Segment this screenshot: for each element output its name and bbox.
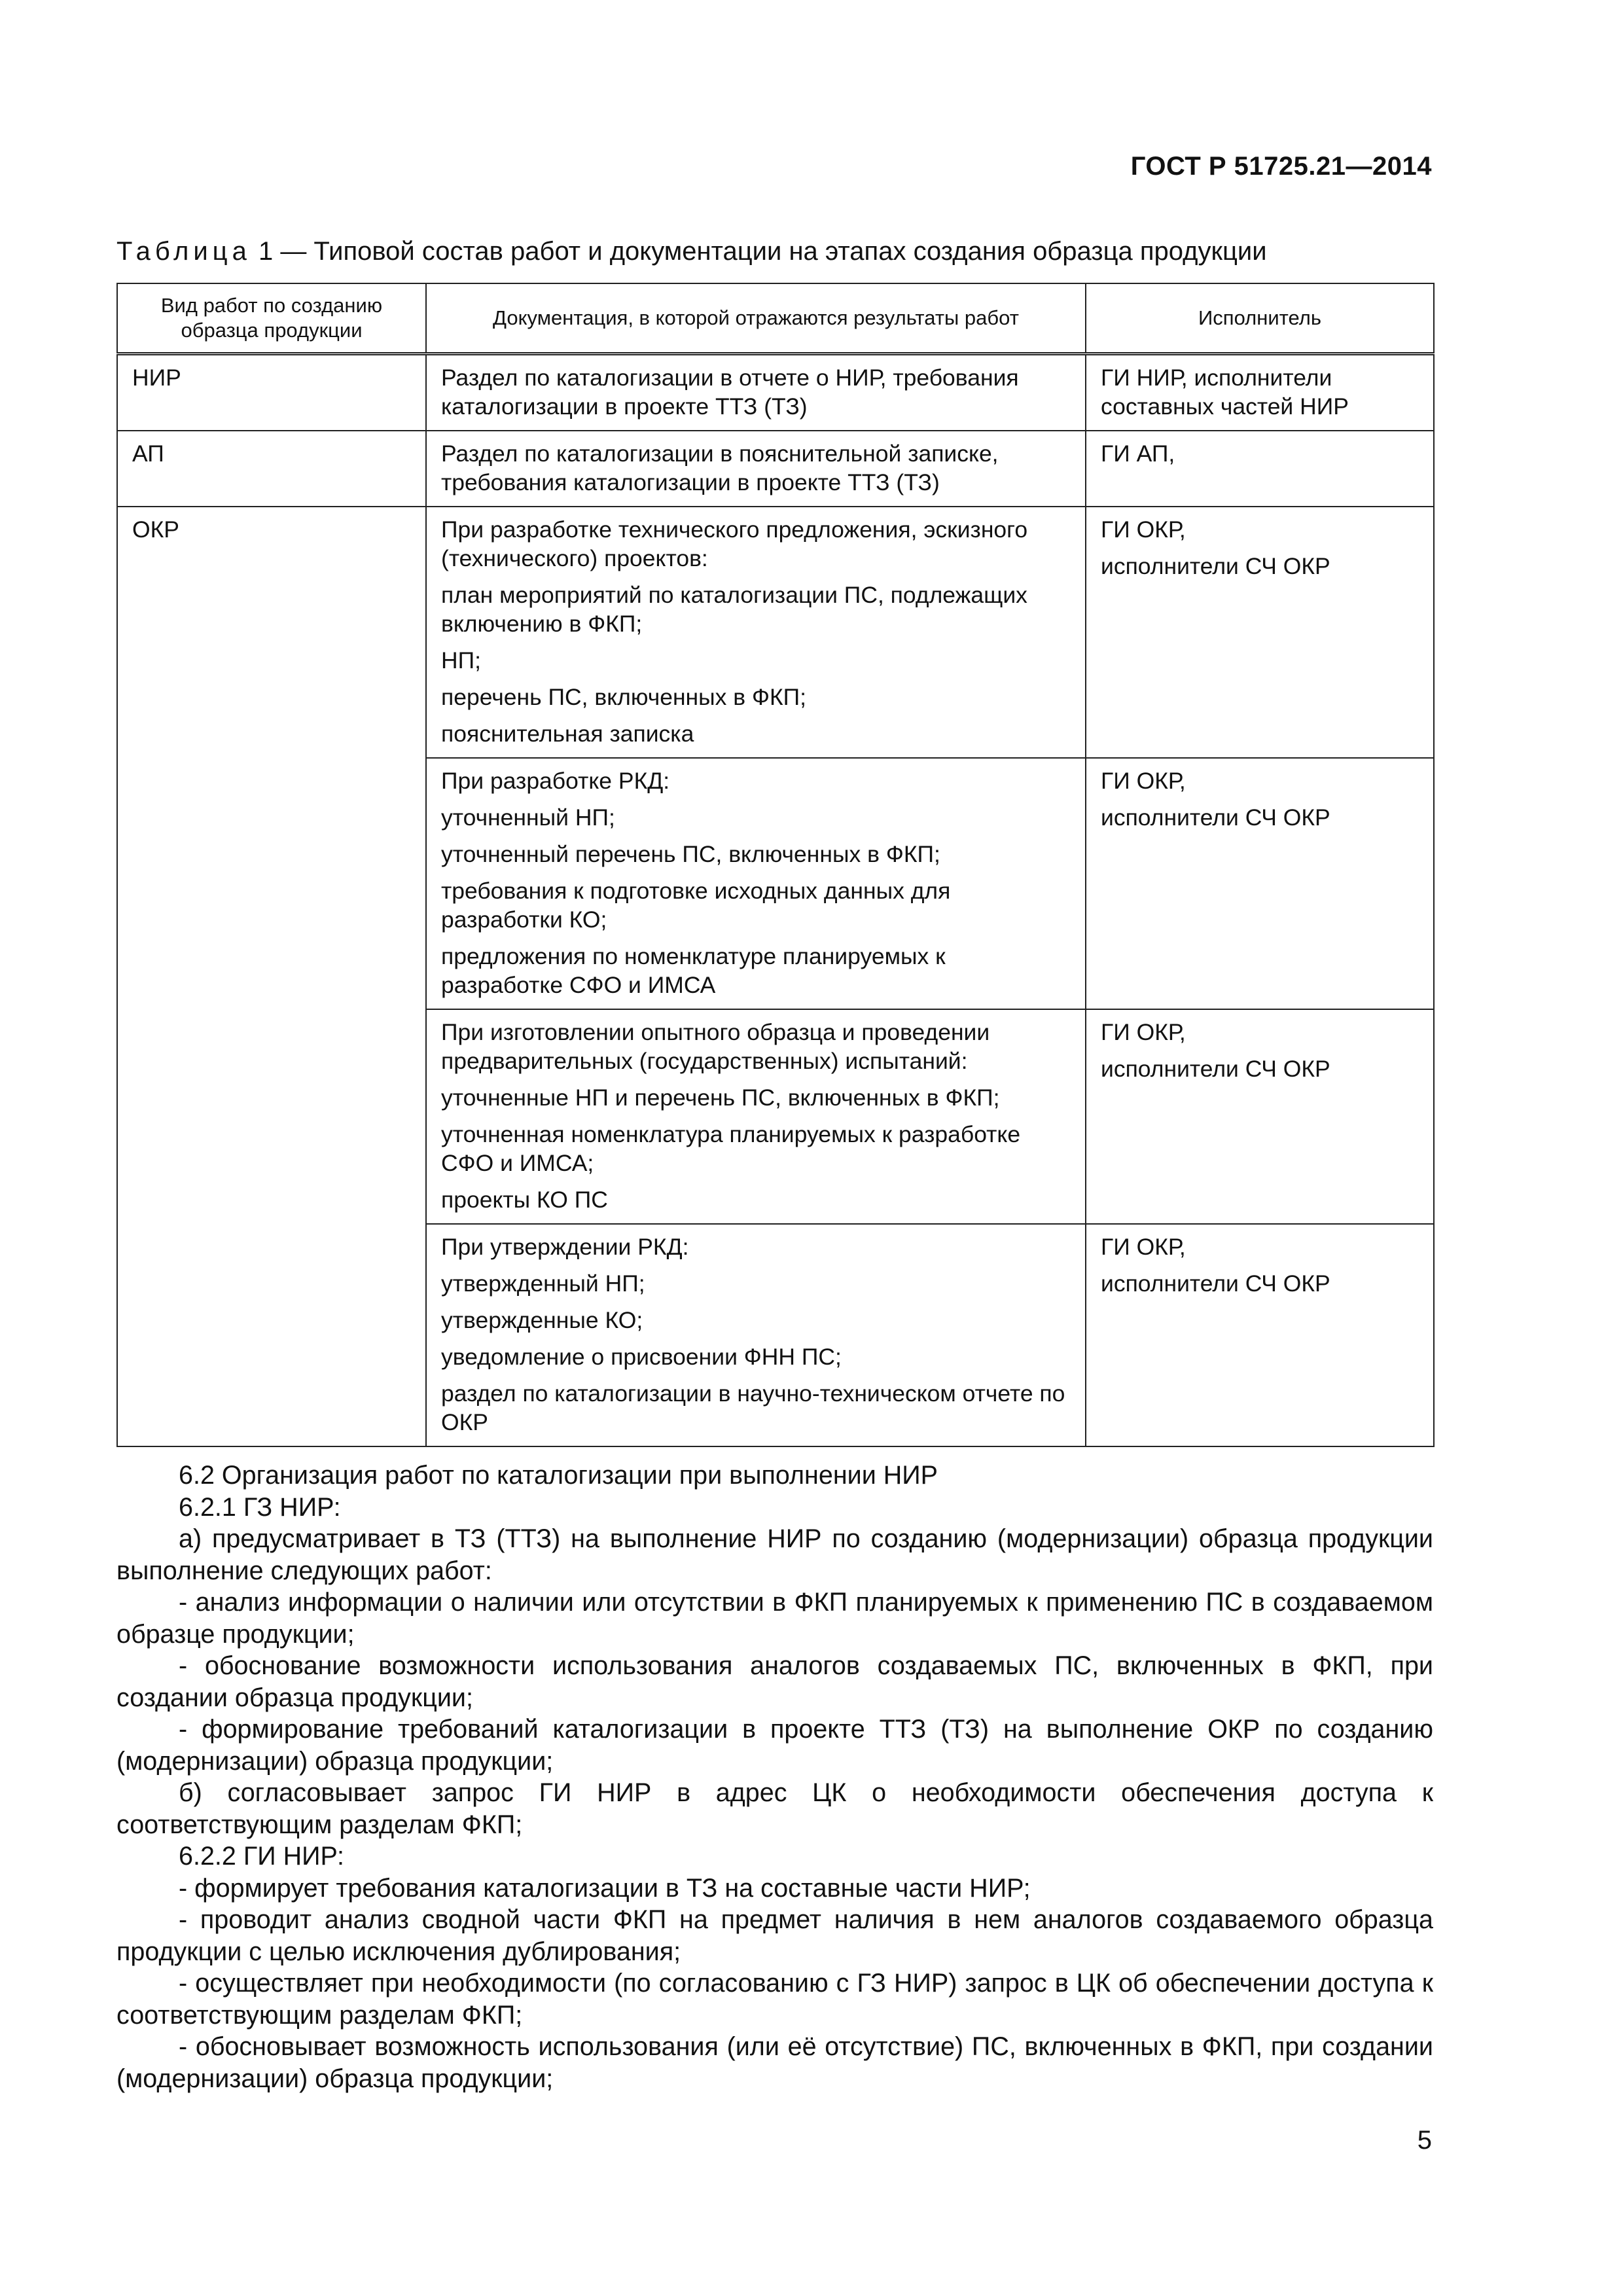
cell-executor (1086, 1009, 1434, 1224)
executor-line: исполнители СЧ ОКР (1101, 1056, 1330, 1082)
cell-documentation (426, 507, 1086, 758)
executor-line: исполнители СЧ ОКР (1101, 1270, 1330, 1297)
documentation-line: При разработке РКД: (441, 768, 670, 794)
list-item: - обосновывает возможность использования (или её отсутствие) ПС, включенных в ФКП, при создании (модернизации) образца продукции; (116, 2032, 1433, 2093)
column-header-work-type: Вид работ по созданию образца продукции (117, 283, 426, 354)
paragraph: 6.2.2 ГИ НИР: (179, 1842, 344, 1871)
cell-work-type: НИР (117, 354, 426, 431)
documentation-line: пояснительная записка (441, 721, 694, 747)
executor-line: ГИ ОКР, (1101, 1234, 1186, 1260)
list-item: - формирует требования каталогизации в ТЗ на составные части НИР; (179, 1873, 1031, 1903)
paragraph: б) согласовывает запрос ГИ НИР в адрес ЦК о необходимости обеспечения доступа к соответствующим разделам ФКП; (116, 1778, 1433, 1839)
executor-line: ГИ ОКР, (1101, 1019, 1186, 1045)
cell-documentation (426, 354, 1086, 431)
documentation-line: утвержденные КО; (441, 1307, 643, 1333)
documentation-line: уточненный НП; (441, 804, 615, 831)
cell-executor (1086, 431, 1434, 507)
documentation-line: При утверждении РКД: (441, 1234, 689, 1260)
table-caption-prefix: Таблица (116, 237, 251, 266)
list-item: - осуществляет при необходимости (по согласованию с ГЗ НИР) запрос в ЦК об обеспечении доступа к соответствующим разделам ФКП; (116, 1969, 1433, 2030)
list-item: - проводит анализ сводной части ФКП на предмет наличия в нем аналогов создаваемого образца продукции с целью исключения дублирования; (116, 1905, 1433, 1966)
documentation-line: НП; (441, 647, 482, 673)
cell-work-type: ОКР (117, 507, 426, 1446)
executor-line: ГИ АП, (1101, 440, 1175, 467)
list-item: - формирование требований каталогизации в проекте ТТЗ (ТЗ) на выполнение ОКР по созданию (модернизации) образца продукции; (116, 1715, 1433, 1776)
list-item: - обоснование возможности использования аналогов создаваемых ПС, включенных в ФКП, при создании образца продукции; (116, 1651, 1433, 1712)
executor-line: исполнители СЧ ОКР (1101, 804, 1330, 831)
paragraph: 6.2.1 ГЗ НИР: (179, 1492, 341, 1522)
page-number: 5 (1417, 2126, 1432, 2155)
cell-documentation (426, 758, 1086, 1009)
cell-executor (1086, 507, 1434, 758)
documentation-line: уточненная номенклатура планируемых к разработке СФО и ИМСА; (441, 1121, 1021, 1176)
documentation-line: При изготовлении опытного образца и проведении предварительных (государственных) испытаний: (441, 1019, 990, 1074)
table-row (117, 354, 1434, 431)
documentation-line: При разработке технического предложения, эскизного (технического) проектов: (441, 516, 1028, 571)
paragraph: 6.2 Организация работ по каталогизации при выполнении НИР (179, 1461, 938, 1490)
table-row (117, 431, 1434, 507)
documentation-line: план мероприятий по каталогизации ПС, подлежащих включению в ФКП; (441, 582, 1027, 637)
body-text (116, 1460, 1433, 2094)
documentation-line: уточненные НП и перечень ПС, включенных в ФКП; (441, 1085, 1000, 1111)
list-item: - анализ информации о наличии или отсутствии в ФКП планируемых к применению ПС в создаваемом образце продукции; (116, 1588, 1433, 1649)
standard-number: ГОСТ Р 51725.21—2014 (1130, 152, 1432, 181)
works-documentation-table (116, 283, 1435, 1447)
cell-executor (1086, 354, 1434, 431)
table-row (117, 507, 1434, 758)
executor-line: ГИ ОКР, (1101, 516, 1186, 543)
executor-line: исполнители СЧ ОКР (1101, 553, 1330, 579)
table-caption-text: 1 — Типовой состав работ и документации на этапах создания образца продукции (251, 237, 1267, 266)
documentation-line: проекты КО ПС (441, 1187, 608, 1213)
documentation-line: уточненный перечень ПС, включенных в ФКП; (441, 841, 940, 867)
documentation-line: Раздел по каталогизации в отчете о НИР, требования каталогизации в проекте ТТЗ (ТЗ) (441, 365, 1019, 420)
documentation-line: уведомление о присвоении ФНН ПС; (441, 1344, 842, 1370)
cell-work-type: АП (117, 431, 426, 507)
column-header-documentation: Документация, в которой отражаются результаты работ (426, 283, 1086, 354)
cell-executor (1086, 758, 1434, 1009)
documentation-line: перечень ПС, включенных в ФКП; (441, 684, 807, 710)
executor-line: ГИ ОКР, (1101, 768, 1186, 794)
documentation-line: раздел по каталогизации в научно-техническом отчете по ОКР (441, 1380, 1065, 1435)
cell-documentation (426, 1009, 1086, 1224)
executor-line: ГИ НИР, исполнители составных частей НИР (1101, 365, 1349, 420)
table-header-row (117, 283, 1434, 354)
cell-documentation (426, 1224, 1086, 1446)
documentation-line: Раздел по каталогизации в пояснительной записке, требования каталогизации в проекте ТТЗ (ТЗ) (441, 440, 999, 495)
documentation-line: предложения по номенклатуре планируемых к разработке СФО и ИМСА (441, 943, 946, 998)
column-header-executor: Исполнитель (1086, 283, 1434, 354)
documentation-line: требования к подготовке исходных данных для разработки КО; (441, 878, 951, 933)
cell-documentation (426, 431, 1086, 507)
documentation-line: утвержденный НП; (441, 1270, 645, 1297)
table-caption (116, 237, 1267, 266)
paragraph: а) предусматривает в ТЗ (ТТЗ) на выполнение НИР по созданию (модернизации) образца продукции выполнение следующих работ: (116, 1524, 1433, 1585)
cell-executor (1086, 1224, 1434, 1446)
